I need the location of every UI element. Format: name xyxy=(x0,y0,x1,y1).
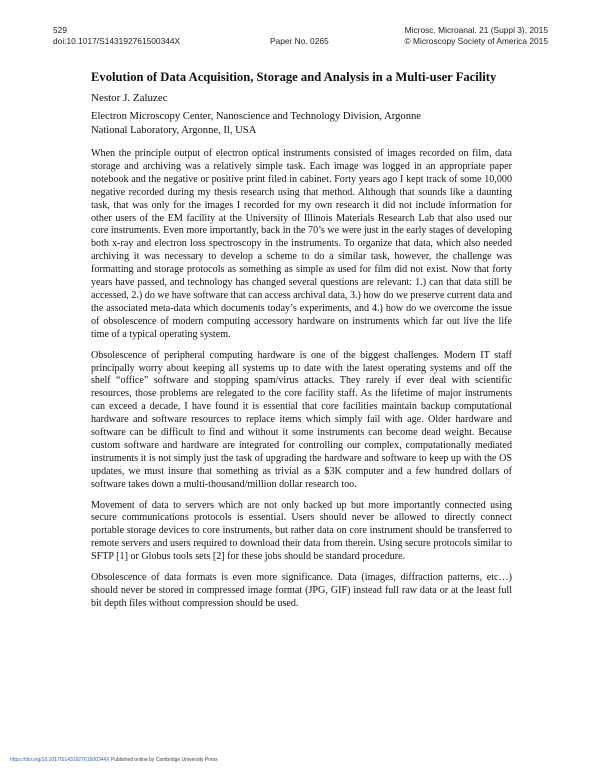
article-title: Evolution of Data Acquisition, Storage and Analysis in a Multi-user Facility xyxy=(91,70,497,84)
paragraph-1: When the principle output of electron optical instruments consisted of images recorded on film, data storage and archiving was a relatively simple task. Each image was logged in an appropriate paper notebook and the negative or positive print filed in cabinet. Forty years ago I kept track of some 10,000 negative recorded during my thesis research using that method. Although that sounds like a daunting task, that was only for the images I recorded for my own research it did not include information for other users of the EM facility at the University of Illinois Materials Research Lab that also used our core instruments. Even more importantly, back in the 70’s we were just in the early stages of developing both x-ray and electron loss spectroscopy in the instruments. To organize that data, which also needed archiving it was necessary to develop a scheme to do a similar task, however, the challenge was formatting and storage protocols as something as simple as used for film did not exist. Now that forty years have passed, and technology has changed several questions are relevant: 1.) can that data still be accessed, 2.) do we have software that can access archival data, 3.) how do we preserve current data and the associated meta-data which documents today’s experiments, and 4.) how do we overcome the issue of obsolescence of modern computing accessory hardware on instruments which far out live the life time of a typical operating system. xyxy=(91,148,512,340)
doi: doi:10.1017/S143192761500344X xyxy=(53,36,181,46)
running-header-left xyxy=(53,25,180,47)
footer-text: Published online by Cambridge University Press xyxy=(109,757,218,763)
affiliation-line-1: Electron Microscopy Center, Nanoscience and Technology Division, Argonne xyxy=(91,111,422,122)
affiliation-line-2: National Laboratory, Argonne, Il, USA xyxy=(91,125,257,136)
affiliation xyxy=(91,110,531,138)
paragraph-4: Obsolescence of data formats is even more significance. Data (images, diffraction patterns, etc…) should never be stored in compressed image format (JPG, GIF) instead full raw data or at the least full bit depth files without compression should be used. xyxy=(91,572,512,609)
page-footer xyxy=(10,757,218,763)
running-header-right xyxy=(405,25,549,47)
article-body xyxy=(91,148,512,619)
paragraph-2: Obsolescence of peripheral computing hardware is one of the biggest challenges. Modern IT staff principally worry about keeping all systems up to date with the latest operating systems and off the shelf “office” software and stopping spam/virus attacks. They rarely if ever deal with scientific resources, those problems are relegated to the core facility staff. As the lifetime of major instruments can exceed a decade, I have found it is essential that core facilities maintain backup computational hardware and software resources to replace items which simply fail with age. Older hardware and software can be difficult to find and without it some instruments can become dead weight. Because custom software and hardware are integrated for controlling our complex, computationally mediated instruments it is not simply just the task of upgrading the hardware and software to keep up with the OS updates, we must insure that something as trivial as a $3K computer and a few hundred dollars of software takes down a multi-thousand/million dollar research too. xyxy=(91,349,512,490)
page-number: 529 xyxy=(53,25,67,35)
doi-link[interactable]: https://doi.org/10.1017/S143192761500344X xyxy=(10,757,110,763)
paragraph-3: Movement of data to servers which are not only backed up but more importantly connected using secure communications protocols is essential. Users should never be allowed to directly connect portable storage devices to core instruments, but rather data on core instrument should be transferred to remote servers and users required to download their data from therein. Using secure protocols similar to SFTP [1] or Globus tools sets [2] for these jobs should be standard procedure. xyxy=(91,499,512,563)
paper-number: Paper No. 0265 xyxy=(270,36,329,46)
author: Nestor J. Zaluzec xyxy=(91,92,168,104)
copyright: © Microscopy Society of America 2015 xyxy=(404,36,548,46)
journal-citation: Microsc. Microanal. 21 (Suppl 3), 2015 xyxy=(404,25,548,35)
